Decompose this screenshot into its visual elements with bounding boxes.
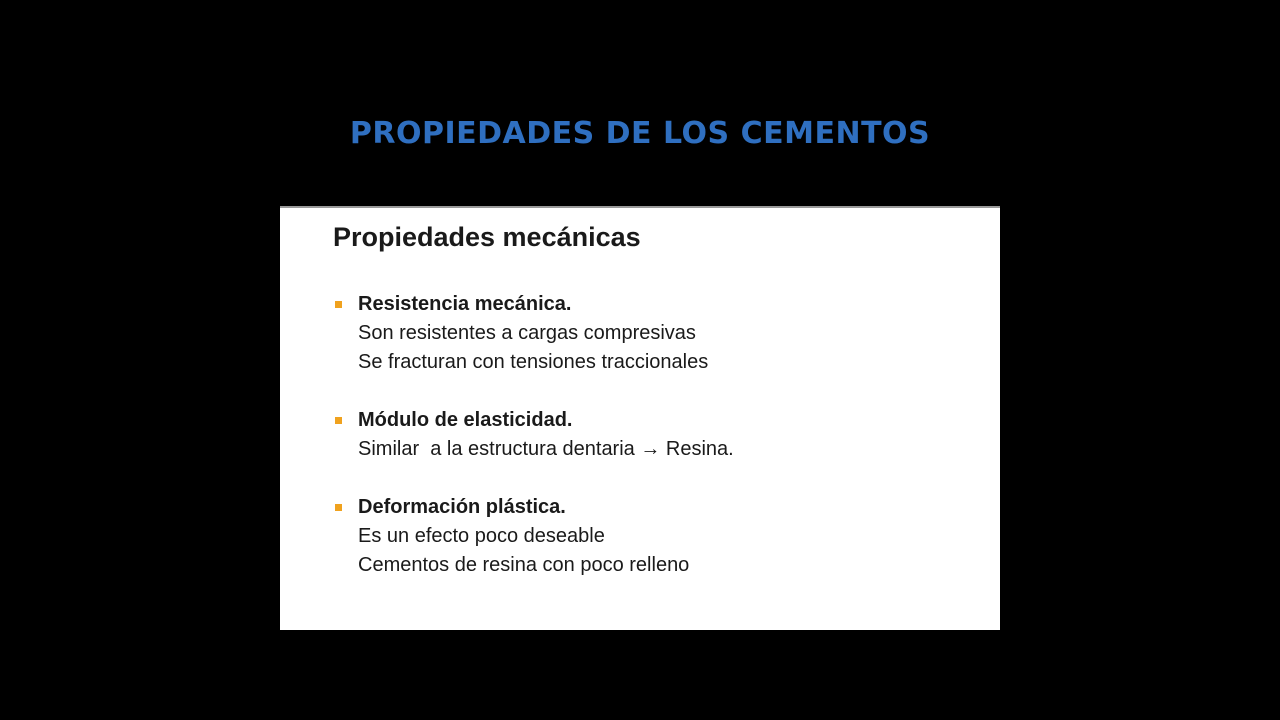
bullet-title: Módulo de elasticidad. bbox=[358, 409, 573, 431]
bullet-title: Resistencia mecánica. bbox=[358, 293, 572, 315]
bullet-item-modulo bbox=[333, 406, 734, 464]
square-bullet-icon bbox=[335, 301, 342, 308]
bullet-line: Es un efecto poco deseable bbox=[358, 525, 605, 547]
content-panel bbox=[280, 206, 1000, 630]
bullet-line: Similar a la estructura dentaria → Resina. bbox=[358, 438, 734, 460]
slide-title: PROPIEDADES DE LOS CEMENTOS bbox=[349, 116, 931, 151]
bullet-line: Cementos de resina con poco relleno bbox=[358, 554, 690, 576]
bullet-list bbox=[333, 290, 734, 609]
bullet-line: Se fracturan con tensiones traccionales bbox=[358, 351, 709, 373]
square-bullet-icon bbox=[335, 417, 342, 424]
square-bullet-icon bbox=[335, 504, 342, 511]
bullet-line: Son resistentes a cargas compresivas bbox=[358, 322, 696, 344]
bullet-item-resistencia bbox=[333, 290, 734, 377]
bullet-title: Deformación plástica. bbox=[358, 496, 566, 518]
panel-heading: Propiedades mecánicas bbox=[333, 222, 641, 252]
bullet-item-deformacion bbox=[333, 493, 734, 580]
